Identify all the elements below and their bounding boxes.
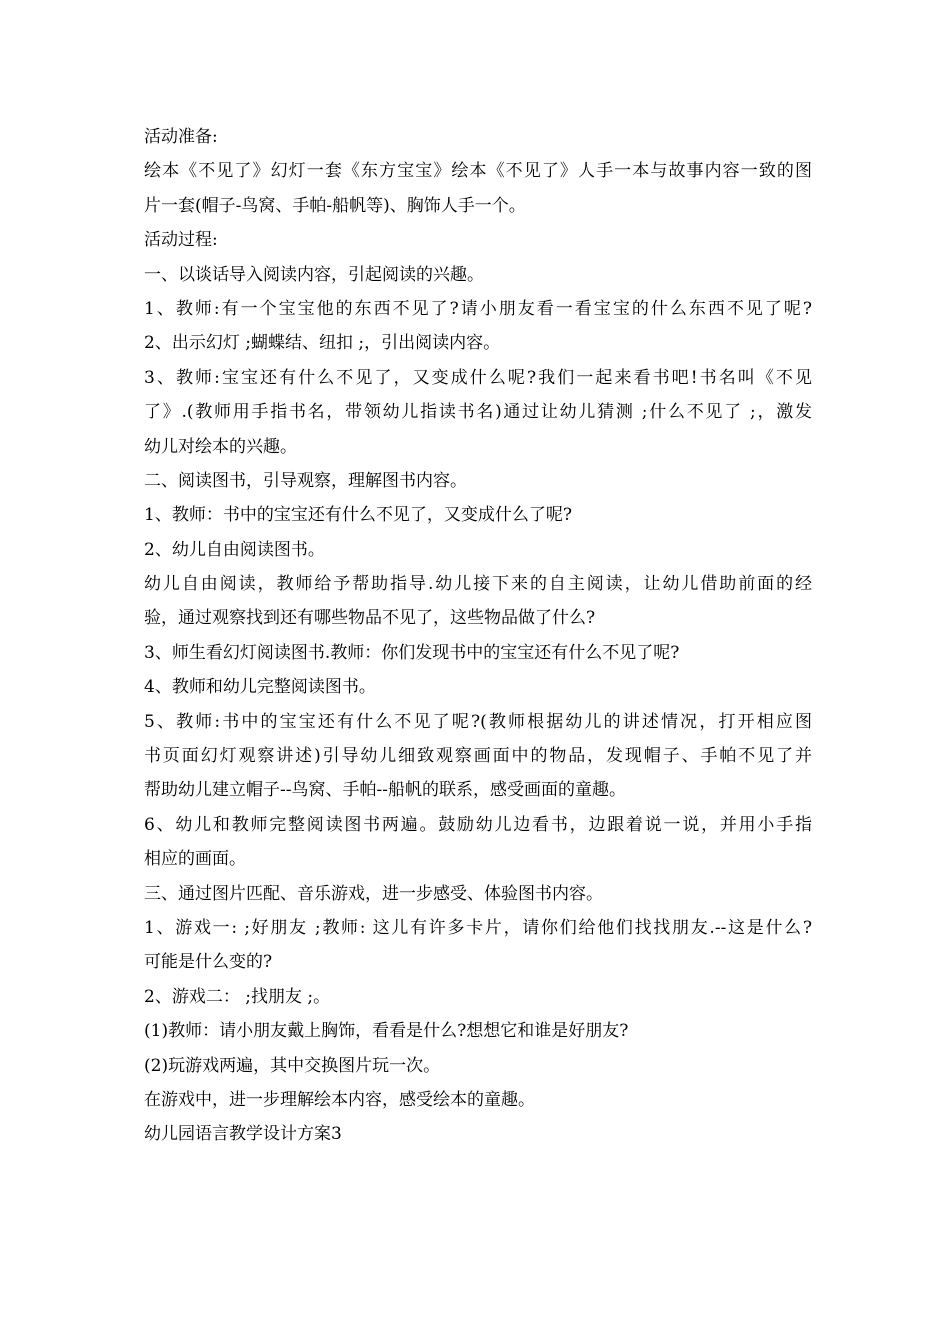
text-line: 活动准备: — [144, 127, 218, 147]
text-line: 可能是什么变的? — [144, 952, 273, 973]
text-line: 幼儿对绘本的兴趣。 — [144, 436, 297, 457]
text-line: 幼儿自由阅读，教师给予帮助指导.幼儿接下来的自主阅读，让幼儿借助前面的经 — [144, 574, 812, 595]
text-line: 相应的画面。 — [144, 849, 246, 870]
text-line: 一、以谈话导入阅读内容，引起阅读的兴趣。 — [144, 264, 484, 285]
text-line: 2、出示幻灯 ;蝴蝶结、纽扣 ;，引出阅读内容。 — [144, 333, 501, 354]
text-line: 1、游戏一: ;好朋友 ;教师: 这儿有许多卡片，请你们给他们找找朋友.--这是什么? — [144, 917, 812, 938]
text-line: 验，通过观察找到还有哪些物品不见了，这些物品做了什么? — [144, 608, 596, 629]
text-line: 2、游戏二： ;找朋友 ;。 — [144, 986, 331, 1007]
text-line: 3、师生看幻灯阅读图书.教师：你们发现书中的宝宝还有什么不见了呢? — [144, 642, 680, 663]
text-line: 二、阅读图书，引导观察，理解图书内容。 — [144, 470, 467, 491]
text-line: 5、教师:书中的宝宝还有什么不见了呢?(教师根据幼儿的讲述情况，打开相应图 — [144, 711, 812, 732]
text-line: (2)玩游戏两遍，其中交换图片玩一次。 — [144, 1055, 441, 1076]
text-line: 1、教师:有一个宝宝他的东西不见了?请小朋友看一看宝宝的什么东西不见了呢? — [144, 298, 812, 319]
text-line: 书页面幻灯观察讲述)引导幼儿细致观察画面中的物品，发现帽子、手帕不见了并 — [144, 746, 812, 767]
text-line: 2、幼儿自由阅读图书。 — [144, 539, 325, 560]
text-line: 了》.(教师用手指书名，带领幼儿指读书名)通过让幼儿猜测 ;什么不见了 ;，激发 — [144, 402, 812, 423]
text-line: 4、教师和幼儿完整阅读图书。 — [144, 677, 376, 698]
text-line: 1、教师：书中的宝宝还有什么不见了，又变成什么了呢? — [144, 505, 572, 526]
text-line: 6、幼儿和教师完整阅读图书两遍。鼓励幼儿边看书，边跟着说一说，并用小手指 — [144, 814, 812, 835]
text-line: 幼儿园语言教学设计方案3 — [144, 1124, 342, 1145]
document-body — [144, 120, 812, 1152]
text-line: 在游戏中，进一步理解绘本内容，感受绘本的童趣。 — [144, 1089, 535, 1110]
text-line: 三、通过图片匹配、音乐游戏，进一步感受、体验图书内容。 — [144, 883, 603, 904]
text-line: 绘本《不见了》幻灯一套《东方宝宝》绘本《不见了》人手一本与故事内容一致的图 — [144, 161, 812, 182]
text-line: 片一套(帽子-鸟窝、手帕-船帆等)、胸饰人手一个。 — [144, 195, 526, 216]
text-line: 活动过程: — [144, 230, 218, 251]
text-line: (1)教师：请小朋友戴上胸饰，看看是什么?想想它和谁是好朋友? — [144, 1021, 629, 1042]
text-line: 帮助幼儿建立帽子--鸟窝、手帕--船帆的联系，感受画面的童趣。 — [144, 780, 626, 801]
text-line: 3、教师:宝宝还有什么不见了，又变成什么呢?我们一起来看书吧!书名叫《不见 — [144, 367, 812, 388]
